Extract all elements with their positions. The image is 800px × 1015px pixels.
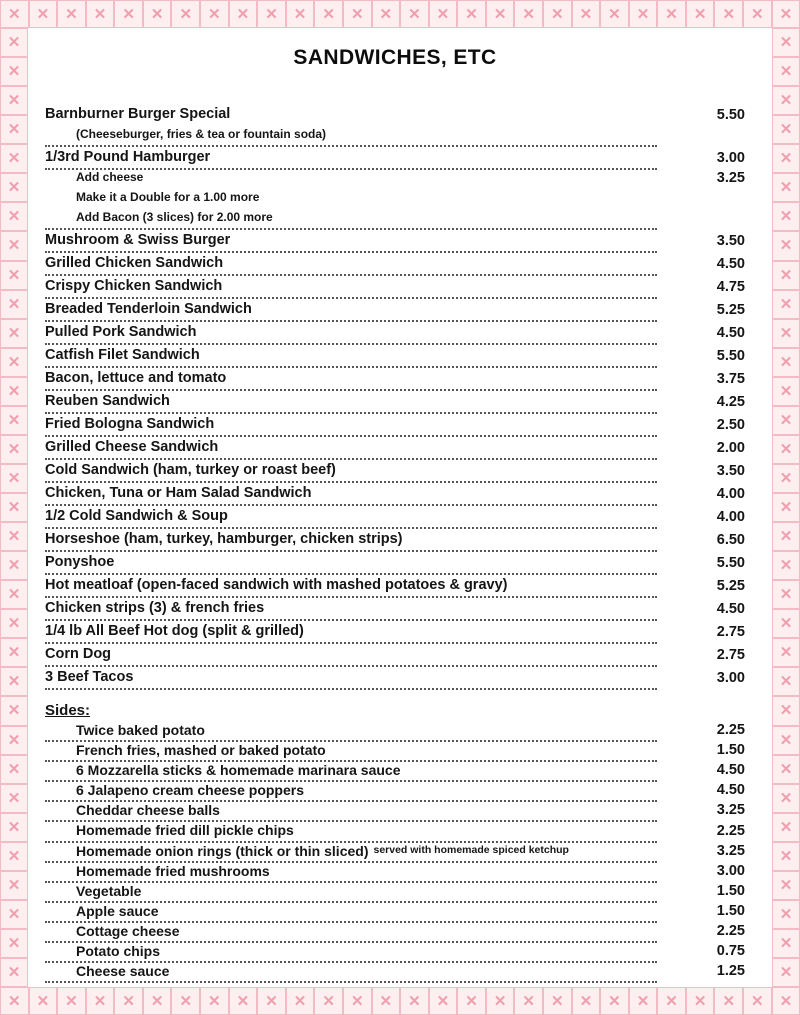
x-ornament-icon: ✕ xyxy=(772,493,800,522)
page-title: SANDWICHES, ETC xyxy=(293,46,497,69)
item-dotted-rule xyxy=(45,863,657,883)
item-price: 4.50 xyxy=(716,762,745,779)
item-price: 2.25 xyxy=(716,822,745,839)
x-ornament-icon: ✕ xyxy=(0,86,28,115)
item-name: 6 Mozzarella sticks & homemade marinara sauce xyxy=(76,762,401,779)
x-ornament-icon: ✕ xyxy=(457,987,486,1015)
item-dotted-rule xyxy=(45,923,657,943)
x-ornament-icon: ✕ xyxy=(0,406,28,435)
menu-row xyxy=(45,644,745,667)
item-name: 1/2 Cold Sandwich & Soup xyxy=(45,508,228,525)
item-dotted-rule xyxy=(45,370,657,391)
x-ornament-icon: ✕ xyxy=(429,987,458,1015)
menu-row xyxy=(45,782,745,802)
item-name: Hot meatloaf (open-faced sandwich with mashed potatoes & gravy) xyxy=(45,577,508,594)
menu-row xyxy=(45,822,745,842)
x-ornament-icon: ✕ xyxy=(314,0,343,28)
x-ornament-icon: ✕ xyxy=(0,144,28,173)
x-ornament-icon: ✕ xyxy=(0,726,28,755)
item-name: Homemade onion rings (thick or thin sliced) xyxy=(76,842,369,859)
x-ornament-icon: ✕ xyxy=(0,696,28,725)
x-ornament-icon: ✕ xyxy=(772,900,800,929)
item-price: 1.50 xyxy=(716,902,745,919)
item-price: 4.50 xyxy=(716,782,745,799)
item-dotted-rule xyxy=(45,722,657,742)
item-price: 2.25 xyxy=(716,722,745,739)
item-price: 6.50 xyxy=(716,532,745,548)
item-price: 3.00 xyxy=(716,150,745,166)
x-ornament-icon: ✕ xyxy=(772,464,800,493)
x-ornament-icon: ✕ xyxy=(171,987,200,1015)
x-ornament-icon: ✕ xyxy=(772,173,800,202)
item-price: 3.25 xyxy=(716,802,745,819)
x-ornament-icon: ✕ xyxy=(772,231,800,260)
sides-section xyxy=(45,702,745,983)
item-name: Cheddar cheese balls xyxy=(76,802,220,819)
x-ornament-icon: ✕ xyxy=(657,0,686,28)
x-ornament-icon: ✕ xyxy=(229,987,258,1015)
x-ornament-icon: ✕ xyxy=(772,261,800,290)
x-ornament-icon: ✕ xyxy=(457,0,486,28)
menu-row xyxy=(45,127,745,147)
item-dotted-rule xyxy=(45,623,657,644)
x-ornament-icon: ✕ xyxy=(772,871,800,900)
x-ornament-icon: ✕ xyxy=(629,0,658,28)
item-dotted-rule xyxy=(45,508,657,529)
x-ornament-icon: ✕ xyxy=(0,115,28,144)
x-ornament-icon: ✕ xyxy=(257,987,286,1015)
item-dotted-rule xyxy=(45,301,657,322)
x-ornament-icon: ✕ xyxy=(286,0,315,28)
item-name: (Cheeseburger, fries & tea or fountain soda) xyxy=(76,128,327,142)
item-name: Barnburner Burger Special xyxy=(45,106,231,123)
item-name: Chicken, Tuna or Ham Salad Sandwich xyxy=(45,485,312,502)
x-ornament-icon: ✕ xyxy=(772,86,800,115)
x-ornament-icon: ✕ xyxy=(714,987,743,1015)
x-ornament-icon: ✕ xyxy=(86,0,115,28)
item-price: 3.00 xyxy=(716,670,745,686)
menu-row xyxy=(45,923,745,943)
x-ornament-icon: ✕ xyxy=(772,348,800,377)
x-ornament-icon: ✕ xyxy=(772,202,800,231)
x-ornament-icon: ✕ xyxy=(114,0,143,28)
item-price: 1.50 xyxy=(716,742,745,759)
x-ornament-icon: ✕ xyxy=(572,987,601,1015)
x-ornament-icon: ✕ xyxy=(772,115,800,144)
x-ornament-icon: ✕ xyxy=(429,0,458,28)
menu-row xyxy=(45,903,745,923)
item-dotted-rule xyxy=(45,531,657,552)
x-ornament-icon: ✕ xyxy=(86,987,115,1015)
menu-row xyxy=(45,345,745,368)
x-ornament-icon: ✕ xyxy=(372,0,401,28)
item-dotted-rule xyxy=(45,554,657,575)
item-name: Cottage cheese xyxy=(76,922,180,939)
item-name: Mushroom & Swiss Burger xyxy=(45,232,231,249)
x-ornament-icon: ✕ xyxy=(486,987,515,1015)
x-ornament-icon: ✕ xyxy=(0,261,28,290)
x-ornament-icon: ✕ xyxy=(772,406,800,435)
x-ornament-icon: ✕ xyxy=(0,522,28,551)
menu-row xyxy=(45,253,745,276)
x-ornament-icon: ✕ xyxy=(543,0,572,28)
x-ornament-icon: ✕ xyxy=(0,987,29,1015)
menu-row xyxy=(45,190,745,210)
x-ornament-icon: ✕ xyxy=(0,813,28,842)
x-ornament-icon: ✕ xyxy=(772,987,800,1015)
x-ornament-icon: ✕ xyxy=(0,638,28,667)
decorative-border-bottom xyxy=(0,987,800,1015)
item-price: 2.25 xyxy=(716,923,745,940)
menu-row xyxy=(45,170,745,190)
x-ornament-icon: ✕ xyxy=(772,667,800,696)
item-dotted-rule xyxy=(45,149,657,170)
item-dotted-rule xyxy=(45,669,657,690)
x-ornament-icon: ✕ xyxy=(572,0,601,28)
item-name: Apple sauce xyxy=(76,902,159,919)
menu-row xyxy=(45,863,745,883)
x-ornament-icon: ✕ xyxy=(0,609,28,638)
menu-row xyxy=(45,276,745,299)
item-dotted-rule xyxy=(45,439,657,460)
item-dotted-rule xyxy=(45,600,657,621)
x-ornament-icon: ✕ xyxy=(600,0,629,28)
menu-row xyxy=(45,368,745,391)
menu-row xyxy=(45,322,745,345)
item-dotted-rule xyxy=(45,347,657,368)
x-ornament-icon: ✕ xyxy=(0,319,28,348)
x-ornament-icon: ✕ xyxy=(0,871,28,900)
x-ornament-icon: ✕ xyxy=(772,696,800,725)
item-price: 1.50 xyxy=(716,882,745,899)
x-ornament-icon: ✕ xyxy=(314,987,343,1015)
x-ornament-icon: ✕ xyxy=(772,435,800,464)
item-price: 5.50 xyxy=(716,348,745,364)
item-price: 2.75 xyxy=(716,647,745,663)
x-ornament-icon: ✕ xyxy=(0,958,28,987)
x-ornament-icon: ✕ xyxy=(0,57,28,86)
item-price: 4.50 xyxy=(716,601,745,617)
item-name: 1/3rd Pound Hamburger xyxy=(45,149,211,166)
x-ornament-icon: ✕ xyxy=(772,0,800,28)
x-ornament-icon: ✕ xyxy=(0,842,28,871)
menu-row xyxy=(45,883,745,903)
item-dotted-rule xyxy=(45,822,657,842)
item-name: 1/4 lb All Beef Hot dog (split & grilled) xyxy=(45,623,304,640)
item-dotted-rule xyxy=(45,324,657,345)
item-dotted-rule xyxy=(45,485,657,506)
item-price: 4.50 xyxy=(716,256,745,272)
item-dotted-rule xyxy=(45,211,657,230)
item-name: Ponyshoe xyxy=(45,554,115,571)
menu-row xyxy=(45,483,745,506)
sides-list xyxy=(45,722,745,983)
menu-row xyxy=(45,742,745,762)
item-dotted-rule xyxy=(45,577,657,598)
item-dotted-rule xyxy=(45,963,657,983)
x-ornament-icon: ✕ xyxy=(772,522,800,551)
x-ornament-icon: ✕ xyxy=(772,290,800,319)
item-note: served with homemade spiced ketchup xyxy=(373,845,569,857)
item-price: 3.25 xyxy=(716,170,745,186)
menu-row xyxy=(45,414,745,437)
x-ornament-icon: ✕ xyxy=(400,987,429,1015)
x-ornament-icon: ✕ xyxy=(0,28,28,57)
x-ornament-icon: ✕ xyxy=(257,0,286,28)
x-ornament-icon: ✕ xyxy=(686,987,715,1015)
item-price xyxy=(657,206,745,210)
x-ornament-icon: ✕ xyxy=(0,0,29,28)
x-ornament-icon: ✕ xyxy=(772,842,800,871)
x-ornament-icon: ✕ xyxy=(772,319,800,348)
x-ornament-icon: ✕ xyxy=(57,0,86,28)
item-price: 3.75 xyxy=(716,371,745,387)
menu-row xyxy=(45,506,745,529)
item-name: Homemade fried dill pickle chips xyxy=(76,822,294,839)
x-ornament-icon: ✕ xyxy=(772,609,800,638)
x-ornament-icon: ✕ xyxy=(0,929,28,958)
x-ornament-icon: ✕ xyxy=(772,958,800,987)
x-ornament-icon: ✕ xyxy=(57,987,86,1015)
item-name: Fried Bologna Sandwich xyxy=(45,416,215,433)
item-price: 3.50 xyxy=(716,463,745,479)
menu-row xyxy=(45,963,745,983)
menu-row xyxy=(45,575,745,598)
menu-row xyxy=(45,147,745,170)
item-name: Chicken strips (3) & french fries xyxy=(45,600,265,617)
menu-row xyxy=(45,598,745,621)
x-ornament-icon: ✕ xyxy=(0,493,28,522)
x-ornament-icon: ✕ xyxy=(0,784,28,813)
menu-row xyxy=(45,391,745,414)
x-ornament-icon: ✕ xyxy=(657,987,686,1015)
item-name: Grilled Chicken Sandwich xyxy=(45,255,224,272)
x-ornament-icon: ✕ xyxy=(600,987,629,1015)
menu-row xyxy=(45,437,745,460)
decorative-border-top xyxy=(0,0,800,28)
item-price: 4.50 xyxy=(716,325,745,341)
x-ornament-icon: ✕ xyxy=(0,755,28,784)
item-name: Pulled Pork Sandwich xyxy=(45,324,197,341)
x-ornament-icon: ✕ xyxy=(343,0,372,28)
item-price: 5.25 xyxy=(716,302,745,318)
menu-row xyxy=(45,943,745,963)
item-name: Twice baked potato xyxy=(76,722,205,738)
x-ornament-icon: ✕ xyxy=(200,0,229,28)
x-ornament-icon: ✕ xyxy=(114,987,143,1015)
item-name: Corn Dog xyxy=(45,646,112,663)
decorative-border-right xyxy=(772,28,800,987)
item-dotted-rule xyxy=(45,232,657,253)
x-ornament-icon: ✕ xyxy=(772,144,800,173)
item-name: Crispy Chicken Sandwich xyxy=(45,278,223,295)
x-ornament-icon: ✕ xyxy=(0,667,28,696)
item-name: 3 Beef Tacos xyxy=(45,669,134,686)
x-ornament-icon: ✕ xyxy=(286,987,315,1015)
item-dotted-rule xyxy=(45,462,657,483)
x-ornament-icon: ✕ xyxy=(343,987,372,1015)
item-dotted-rule xyxy=(45,393,657,414)
x-ornament-icon: ✕ xyxy=(0,290,28,319)
menu-row xyxy=(45,529,745,552)
x-ornament-icon: ✕ xyxy=(514,987,543,1015)
item-price: 1.25 xyxy=(716,963,745,980)
item-price: 4.25 xyxy=(716,394,745,410)
x-ornament-icon: ✕ xyxy=(543,987,572,1015)
item-price: 3.50 xyxy=(716,233,745,249)
menu-row xyxy=(45,722,745,742)
item-dotted-rule xyxy=(45,883,657,903)
x-ornament-icon: ✕ xyxy=(486,0,515,28)
menu-row xyxy=(45,802,745,822)
sandwiches-list xyxy=(45,104,745,690)
item-dotted-rule xyxy=(45,903,657,923)
item-price: 2.50 xyxy=(716,417,745,433)
item-dotted-rule xyxy=(45,191,657,210)
x-ornament-icon: ✕ xyxy=(0,231,28,260)
x-ornament-icon: ✕ xyxy=(0,551,28,580)
x-ornament-icon: ✕ xyxy=(772,813,800,842)
item-name: Add Bacon (3 slices) for 2.00 more xyxy=(76,211,273,225)
item-name: Horseshoe (ham, turkey, hamburger, chicken strips) xyxy=(45,531,403,548)
x-ornament-icon: ✕ xyxy=(772,57,800,86)
x-ornament-icon: ✕ xyxy=(0,435,28,464)
x-ornament-icon: ✕ xyxy=(229,0,258,28)
decorative-border-left xyxy=(0,28,28,987)
item-price: 2.75 xyxy=(716,624,745,640)
item-name: Bacon, lettuce and tomato xyxy=(45,370,227,387)
x-ornament-icon: ✕ xyxy=(0,348,28,377)
item-name: Potato chips xyxy=(76,943,161,960)
item-name: Grilled Cheese Sandwich xyxy=(45,439,219,456)
item-price xyxy=(657,226,745,230)
x-ornament-icon: ✕ xyxy=(0,173,28,202)
item-price: 4.00 xyxy=(716,486,745,502)
x-ornament-icon: ✕ xyxy=(772,755,800,784)
item-dotted-rule xyxy=(45,762,657,782)
item-price: 4.00 xyxy=(716,509,745,525)
x-ornament-icon: ✕ xyxy=(772,929,800,958)
x-ornament-icon: ✕ xyxy=(171,0,200,28)
item-price xyxy=(657,143,745,147)
item-dotted-rule xyxy=(45,782,657,802)
item-name: French fries, mashed or baked potato xyxy=(76,742,326,759)
item-price: 3.00 xyxy=(716,862,745,879)
menu-row xyxy=(45,460,745,483)
menu-row xyxy=(45,667,745,690)
x-ornament-icon: ✕ xyxy=(686,0,715,28)
x-ornament-icon: ✕ xyxy=(772,638,800,667)
x-ornament-icon: ✕ xyxy=(714,0,743,28)
x-ornament-icon: ✕ xyxy=(772,551,800,580)
item-name: Reuben Sandwich xyxy=(45,393,170,410)
x-ornament-icon: ✕ xyxy=(743,0,772,28)
menu-page xyxy=(28,28,772,987)
item-dotted-rule xyxy=(45,171,657,190)
x-ornament-icon: ✕ xyxy=(200,987,229,1015)
x-ornament-icon: ✕ xyxy=(143,0,172,28)
sides-heading: Sides: xyxy=(45,702,91,719)
x-ornament-icon: ✕ xyxy=(372,987,401,1015)
item-name: Homemade fried mushrooms xyxy=(76,862,270,879)
item-price: 5.25 xyxy=(716,578,745,594)
menu-row xyxy=(45,762,745,782)
menu-row xyxy=(45,621,745,644)
item-dotted-rule xyxy=(45,943,657,963)
x-ornament-icon: ✕ xyxy=(772,784,800,813)
item-dotted-rule xyxy=(45,106,657,127)
item-name: Catfish Filet Sandwich xyxy=(45,347,200,364)
menu-row xyxy=(45,210,745,230)
x-ornament-icon: ✕ xyxy=(772,580,800,609)
x-ornament-icon: ✕ xyxy=(629,987,658,1015)
menu-row xyxy=(45,843,745,863)
item-dotted-rule xyxy=(45,843,657,863)
x-ornament-icon: ✕ xyxy=(772,726,800,755)
x-ornament-icon: ✕ xyxy=(29,0,58,28)
item-dotted-rule xyxy=(45,128,657,147)
item-dotted-rule xyxy=(45,278,657,299)
item-name: Cheese sauce xyxy=(76,963,170,980)
menu-row xyxy=(45,552,745,575)
item-price: 4.75 xyxy=(716,279,745,295)
item-name: Vegetable xyxy=(76,882,142,899)
x-ornament-icon: ✕ xyxy=(143,987,172,1015)
item-name: Cold Sandwich (ham, turkey or roast beef) xyxy=(45,462,336,479)
menu-row xyxy=(45,104,745,127)
x-ornament-icon: ✕ xyxy=(514,0,543,28)
item-dotted-rule xyxy=(45,646,657,667)
item-dotted-rule xyxy=(45,742,657,762)
x-ornament-icon: ✕ xyxy=(0,377,28,406)
x-ornament-icon: ✕ xyxy=(772,28,800,57)
item-price: 2.00 xyxy=(716,440,745,456)
item-dotted-rule xyxy=(45,255,657,276)
item-name: Make it a Double for a 1.00 more xyxy=(76,191,260,205)
item-name: Breaded Tenderloin Sandwich xyxy=(45,301,252,318)
x-ornament-icon: ✕ xyxy=(0,202,28,231)
item-price: 5.50 xyxy=(716,107,745,123)
item-price: 5.50 xyxy=(716,555,745,571)
item-name: Add cheese xyxy=(76,171,144,185)
item-price: 3.25 xyxy=(716,842,745,859)
x-ornament-icon: ✕ xyxy=(0,900,28,929)
item-dotted-rule xyxy=(45,802,657,822)
x-ornament-icon: ✕ xyxy=(0,464,28,493)
x-ornament-icon: ✕ xyxy=(772,377,800,406)
menu-row xyxy=(45,230,745,253)
x-ornament-icon: ✕ xyxy=(400,0,429,28)
menu-row xyxy=(45,299,745,322)
x-ornament-icon: ✕ xyxy=(0,580,28,609)
x-ornament-icon: ✕ xyxy=(29,987,58,1015)
item-dotted-rule xyxy=(45,416,657,437)
item-price: 0.75 xyxy=(716,943,745,960)
x-ornament-icon: ✕ xyxy=(743,987,772,1015)
item-name: 6 Jalapeno cream cheese poppers xyxy=(76,782,304,799)
